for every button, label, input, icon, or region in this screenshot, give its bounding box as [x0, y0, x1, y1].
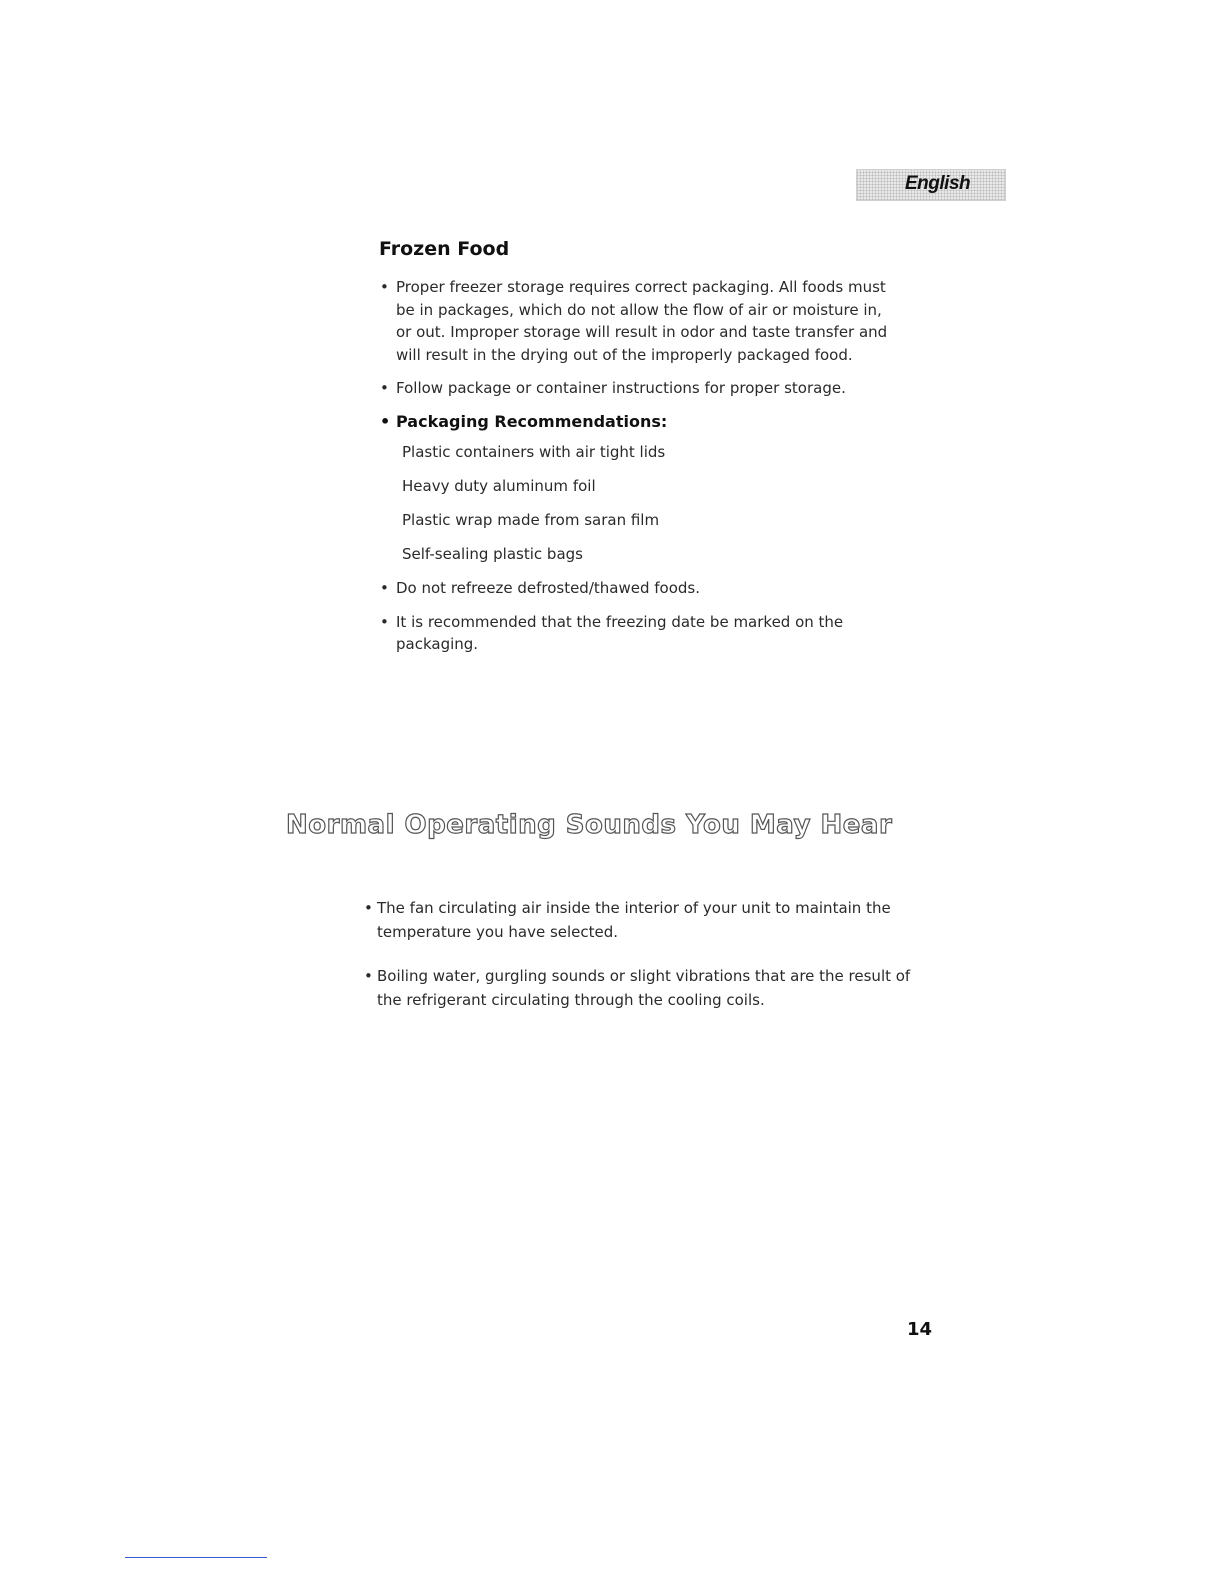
list-item-text: Boiling water, gurgling sounds or slight vibrations that are the result of the refrigerant circulating through the cooling coils.	[377, 967, 911, 1009]
language-tab	[856, 169, 1006, 201]
sounds-title: Normal Operating Sounds You May Hear	[286, 810, 893, 840]
packaging-heading	[380, 411, 900, 434]
footer-rule	[125, 1557, 267, 1558]
list-item	[380, 577, 900, 600]
list-item-text: The fan circulating air inside the interior of your unit to maintain the temperature you have selected.	[377, 899, 891, 941]
list-item-text: Follow package or container instructions for proper storage.	[396, 379, 846, 397]
list-item-text: It is recommended that the freezing date be marked on the packaging.	[396, 612, 844, 653]
frozen-food-title: Frozen Food	[379, 238, 510, 260]
list-item	[380, 377, 900, 400]
packaging-item: Plastic containers with air tight lids	[402, 443, 666, 461]
page-number: 14	[907, 1319, 933, 1340]
list-item	[364, 965, 924, 1012]
bullet-icon: •	[380, 579, 389, 597]
packaging-item: Plastic wrap made from saran film	[402, 511, 660, 529]
bullet-icon: •	[380, 411, 391, 431]
list-item	[380, 611, 900, 656]
bullet-icon: •	[380, 379, 389, 397]
bullet-icon: •	[364, 899, 373, 917]
sounds-list	[364, 897, 924, 1033]
list-item	[380, 276, 900, 366]
frozen-food-list	[380, 276, 900, 667]
bullet-icon: •	[380, 278, 389, 296]
bullet-icon: •	[380, 612, 389, 631]
list-item-text: Do not refreeze defrosted/thawed foods.	[396, 579, 700, 597]
packaging-item: Self-sealing plastic bags	[402, 545, 583, 563]
list-item-text: Proper freezer storage requires correct packaging. All foods must be in packages, which do not allow the flow of air or moisture in, or out. Improper storage will result in odor and taste transfer and will result in the drying out of the improperly packaged food.	[396, 278, 888, 364]
bullet-icon: •	[364, 967, 373, 985]
packaging-heading-text: Packaging Recommendations:	[396, 411, 668, 431]
packaging-item: Heavy duty aluminum foil	[402, 477, 596, 495]
language-tab-label: English	[905, 173, 971, 194]
list-item	[364, 897, 924, 944]
